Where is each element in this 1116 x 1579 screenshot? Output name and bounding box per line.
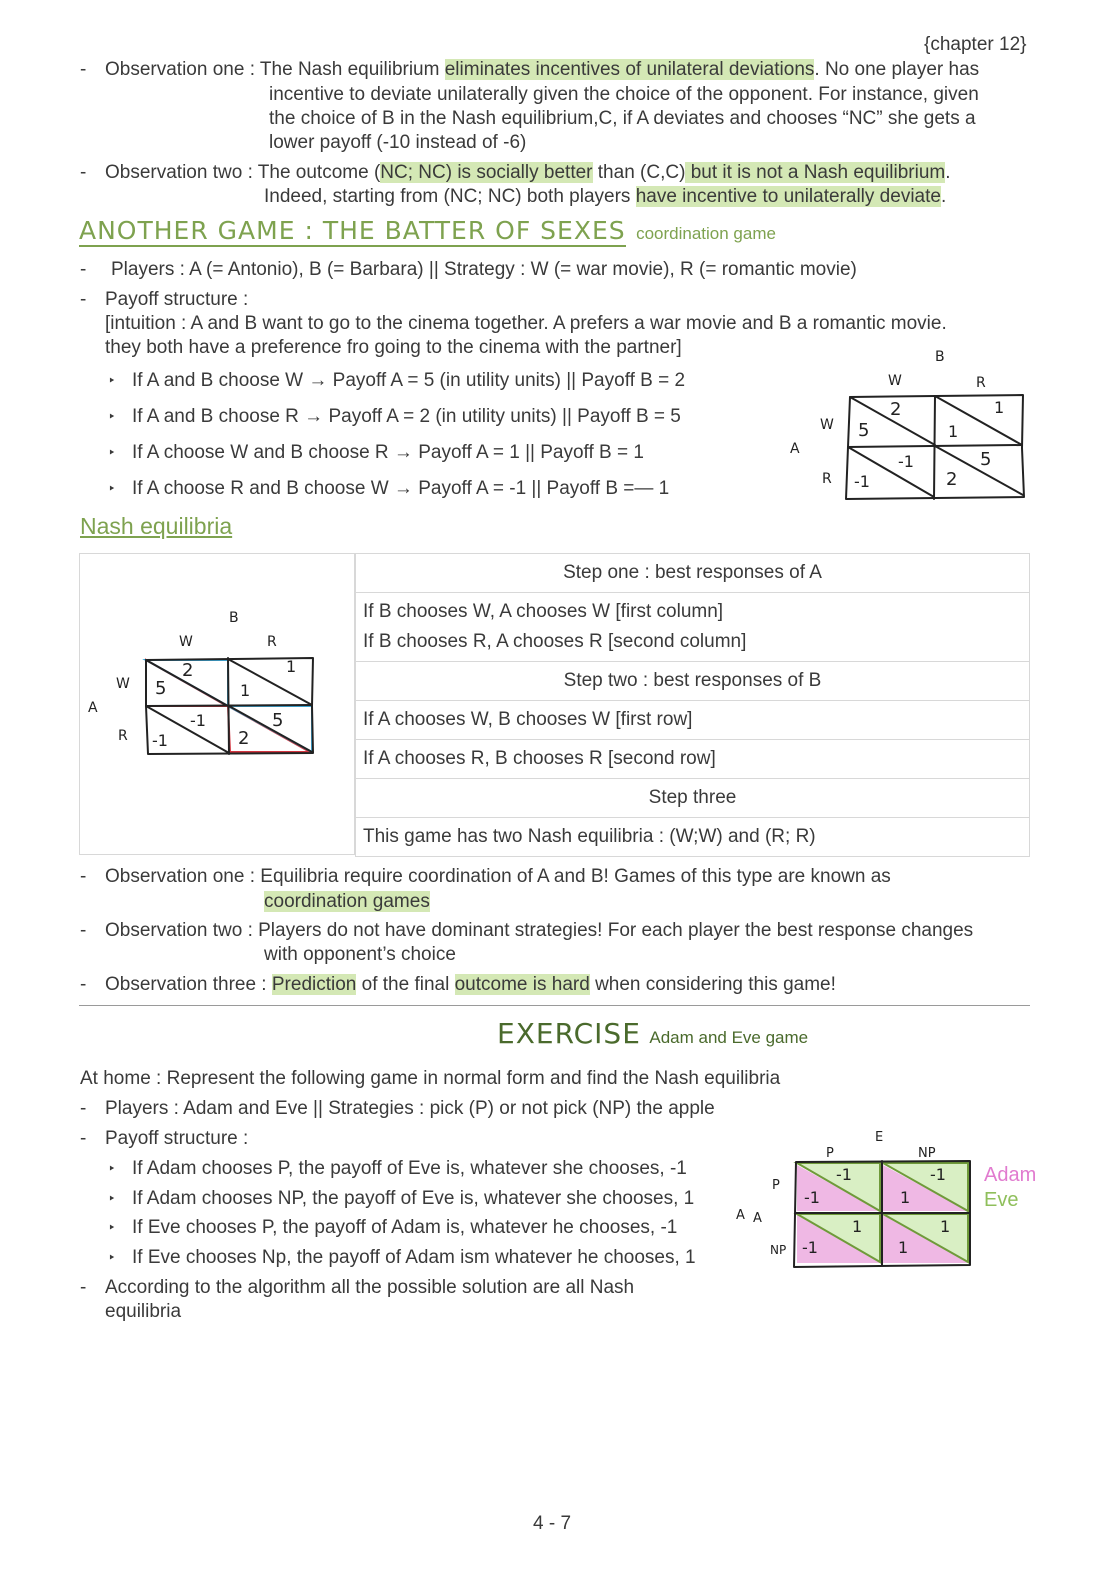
bos-obs2-line2: with opponent’s choice <box>264 944 456 965</box>
players-line: Players : A (= Antonio), B (= Barbara) || Strategy : W (= war movie), R (= romantic movie) <box>111 259 857 280</box>
obs2-dash: - <box>80 162 87 183</box>
batter-subtitle: coordination game <box>636 224 776 243</box>
bos-obs3-end: when considering this game! <box>589 974 836 995</box>
obs2-line2-text: Indeed, starting from (NC; NC) both players <box>264 186 636 207</box>
payoff-label: Payoff structure : <box>105 289 249 310</box>
payoff-dash: - <box>80 289 87 310</box>
exercise-bullet: If Eve chooses P, the payoff of Adam is, whatever he chooses, -1 <box>132 1217 678 1238</box>
exercise-players: Players : Adam and Eve || Strategies : pick (P) or not pick (NP) the apple <box>105 1098 715 1119</box>
exercise-title: EXERCISE <box>497 1017 641 1050</box>
intuition-line1: [intuition : A and B want to go to the cinema together. A prefers a war movie and B a romantic movie. <box>105 313 947 334</box>
nash-col-player: B <box>229 610 239 626</box>
bos-obs1-line2 <box>264 890 430 914</box>
exercise-bullet: If Adam chooses NP, the payoff of Eve is, whatever she chooses, 1 <box>132 1188 695 1209</box>
ae-row-player-2: A <box>753 1211 762 1226</box>
nash-col-r: R <box>267 634 277 650</box>
bos-obs3-line <box>105 973 836 997</box>
adam-eve-matrix <box>730 1125 980 1275</box>
obs1-label: Observation one : <box>105 59 255 80</box>
ae-cell-pp-adam: -1 <box>804 1188 820 1207</box>
matrix-col-label-w: W <box>888 373 902 389</box>
nash-col-w: W <box>179 634 193 650</box>
obs2-text-c: . <box>945 162 951 183</box>
payoff-bullet: If A choose W and B choose R → Payoff A = 1 || Payoff B = 1 <box>132 442 644 463</box>
exercise-payoff-label: Payoff structure : <box>105 1128 249 1149</box>
bos-obs3-dash: - <box>80 974 87 995</box>
nash-cell-wr-a: 1 <box>240 681 251 700</box>
cell-rr-b: 5 <box>980 449 992 470</box>
bos-obs1-text: Equilibria require coordination of A and B! Games of this type are known as <box>260 866 891 887</box>
bos-obs3-label: Observation three : <box>105 974 267 995</box>
bullet-marker: ‣ <box>108 373 116 388</box>
exercise-conclusion-2: equilibria <box>105 1301 182 1322</box>
ae-row-player-1: A <box>736 1208 745 1223</box>
nash-cell-rr-b: 5 <box>272 710 284 731</box>
obs1-highlight: eliminates incentives of unilateral deviations <box>444 59 815 80</box>
nash-cell-rw-b: -1 <box>190 711 206 730</box>
ae-col-p: P <box>826 1146 834 1161</box>
exercise-payoff-dash: - <box>80 1128 87 1149</box>
section-divider <box>79 1005 1030 1006</box>
payoff-bullet: If A and B choose W → Payoff A = 5 (in utility units) || Payoff B = 2 <box>132 370 686 391</box>
step3-line1: This game has two Nash equilibria : (W;W) and (R; R) <box>356 818 1030 857</box>
exercise-bullet: If Eve chooses Np, the payoff of Adam ism whatever he chooses, 1 <box>132 1247 696 1268</box>
bos-obs2-label: Observation two : <box>105 920 253 941</box>
nash-cell-wr-b: 1 <box>286 657 297 676</box>
obs1-line4: lower payoff (-10 instead of -6) <box>269 132 527 153</box>
obs2-highlight-b: but it is not a Nash equilibrium <box>685 162 946 183</box>
obs2-label: Observation two : <box>105 162 253 183</box>
obs1-line1 <box>105 58 979 82</box>
bullet-marker: ‣ <box>108 1220 116 1235</box>
ae-cell-npnp-eve: 1 <box>940 1217 951 1236</box>
nash-row-w: W <box>116 676 130 692</box>
step1-title: Step one : best responses of A <box>356 554 1030 593</box>
exercise-conclusion-1: According to the algorithm all the possible solution are all Nash <box>105 1277 635 1298</box>
ae-cell-npp-adam: -1 <box>802 1238 818 1257</box>
bullet-marker: ‣ <box>108 409 116 424</box>
obs2-line1 <box>105 161 951 185</box>
ae-row-np: NP <box>770 1243 787 1257</box>
nash-matrix-panel <box>79 553 355 855</box>
step2-title: Step two : best responses of B <box>356 662 1030 701</box>
cell-rr-a: 2 <box>946 469 958 490</box>
cell-rw-a: -1 <box>854 472 870 491</box>
nash-cell-ww-b: 2 <box>182 660 194 681</box>
cell-ww-b: 2 <box>890 399 902 420</box>
exercise-heading <box>497 1017 808 1050</box>
bullet-marker: ‣ <box>108 1191 116 1206</box>
obs1-text-b: . No one player has <box>814 59 980 80</box>
nash-steps-table <box>355 553 1030 857</box>
step2-line1: If A chooses W, B chooses W [first row] <box>356 701 1030 740</box>
step1-body <box>356 593 1030 662</box>
nash-cell-rw-a: -1 <box>152 731 168 750</box>
ae-cell-npp-eve: 1 <box>852 1217 863 1236</box>
nash-row-player: A <box>88 700 98 716</box>
step1-line1: If B chooses W, A chooses W [first column] <box>363 601 724 622</box>
exercise-bullet: If Adam chooses P, the payoff of Eve is, whatever she chooses, -1 <box>132 1158 687 1179</box>
step1-line2: If B chooses R, A chooses R [second column] <box>363 631 747 652</box>
chapter-label: {chapter 12} <box>924 34 1027 55</box>
cell-rw-b: -1 <box>898 452 914 471</box>
bos-obs1-label: Observation one : <box>105 866 255 887</box>
nash-cell-rr-a: 2 <box>238 728 250 749</box>
payoff-bullet: If A choose R and B choose W → Payoff A = -1 || Payoff B =— 1 <box>132 478 670 499</box>
matrix-row-label-w: W <box>820 417 834 433</box>
ae-cell-npnp-adam: 1 <box>898 1238 909 1257</box>
bos-obs2-dash: - <box>80 920 87 941</box>
obs1-line3: the choice of B in the Nash equilibrium,C, if A deviates and chooses “NC” she gets a <box>269 108 976 129</box>
matrix-row-label-r: R <box>822 471 832 487</box>
cell-wr-b: 1 <box>994 398 1005 417</box>
batter-title: ANOTHER GAME : THE BATTER OF SEXES <box>79 216 626 245</box>
page-number: 4 - 7 <box>533 1513 572 1534</box>
ae-cell-pnp-adam: 1 <box>900 1188 911 1207</box>
bos-obs1-dash: - <box>80 866 87 887</box>
nash-title: Nash equilibria <box>80 513 233 539</box>
nash-matrix-sketch <box>80 554 354 854</box>
obs2-text-b: than (C,C) <box>592 162 686 183</box>
bullet-marker: ‣ <box>108 1250 116 1265</box>
batter-heading <box>79 216 776 245</box>
bos-obs3-highlight-1: Prediction <box>271 974 357 995</box>
matrix-col-label-r: R <box>976 375 986 391</box>
bos-obs3-mid: of the final <box>356 974 455 995</box>
bos-obs1-highlight: coordination games <box>264 891 430 912</box>
bos-obs3-highlight-2: outcome is hard <box>454 974 590 995</box>
ae-cell-pnp-eve: -1 <box>930 1165 946 1184</box>
obs1-line2: incentive to deviate unilaterally given the choice of the opponent. For instance, given <box>269 84 979 105</box>
obs2-line2 <box>264 185 946 209</box>
step2-line2: If A chooses R, B chooses R [second row] <box>356 740 1030 779</box>
bos-obs2-line1 <box>105 919 973 943</box>
obs2-text-a: The outcome ( <box>257 162 381 183</box>
matrix-row-player: A <box>790 441 800 457</box>
bos-payoff-matrix <box>780 345 1040 510</box>
bullet-marker: ‣ <box>108 1161 116 1176</box>
exercise-intro: At home : Represent the following game in normal form and find the Nash equilibria <box>80 1068 781 1089</box>
players-dash: - <box>80 259 87 280</box>
intuition-line2: they both have a preference fro going to the cinema with the partner] <box>105 337 682 358</box>
nash-row-r: R <box>118 728 128 744</box>
nash-cell-ww-a: 5 <box>155 678 167 699</box>
legend-eve: Eve <box>984 1189 1019 1211</box>
exercise-conclusion-dash: - <box>80 1277 87 1298</box>
ae-col-np: NP <box>918 1146 936 1161</box>
step3-title: Step three <box>356 779 1030 818</box>
matrix-mid-v <box>934 396 935 499</box>
exercise-players-dash: - <box>80 1098 87 1119</box>
bos-obs2-text: Players do not have dominant strategies! For each player the best response changes <box>258 920 974 941</box>
bullet-marker: ‣ <box>108 445 116 460</box>
obs1-dash: - <box>80 59 87 80</box>
exercise-subtitle: Adam and Eve game <box>649 1028 809 1047</box>
cell-ww-a: 5 <box>858 420 870 441</box>
ae-col-player: E <box>875 1130 884 1145</box>
ae-row-p: P <box>772 1178 780 1193</box>
legend-adam: Adam <box>984 1164 1037 1186</box>
payoff-bullet: If A and B choose R → Payoff A = 2 (in utility units) || Payoff B = 5 <box>132 406 681 427</box>
obs2-highlight-a: NC; NC) is socially better <box>380 162 593 183</box>
ae-cell-pp-eve: -1 <box>836 1165 852 1184</box>
obs2-line2-end: . <box>940 186 947 207</box>
obs2-line2-highlight: have incentive to unilaterally deviate <box>635 186 941 207</box>
matrix-col-player: B <box>935 349 945 365</box>
bos-obs1-line1 <box>105 865 891 889</box>
cell-wr-a: 1 <box>948 422 959 441</box>
bullet-marker: ‣ <box>108 481 116 496</box>
obs1-text-a: The Nash equilibrium <box>259 59 445 80</box>
